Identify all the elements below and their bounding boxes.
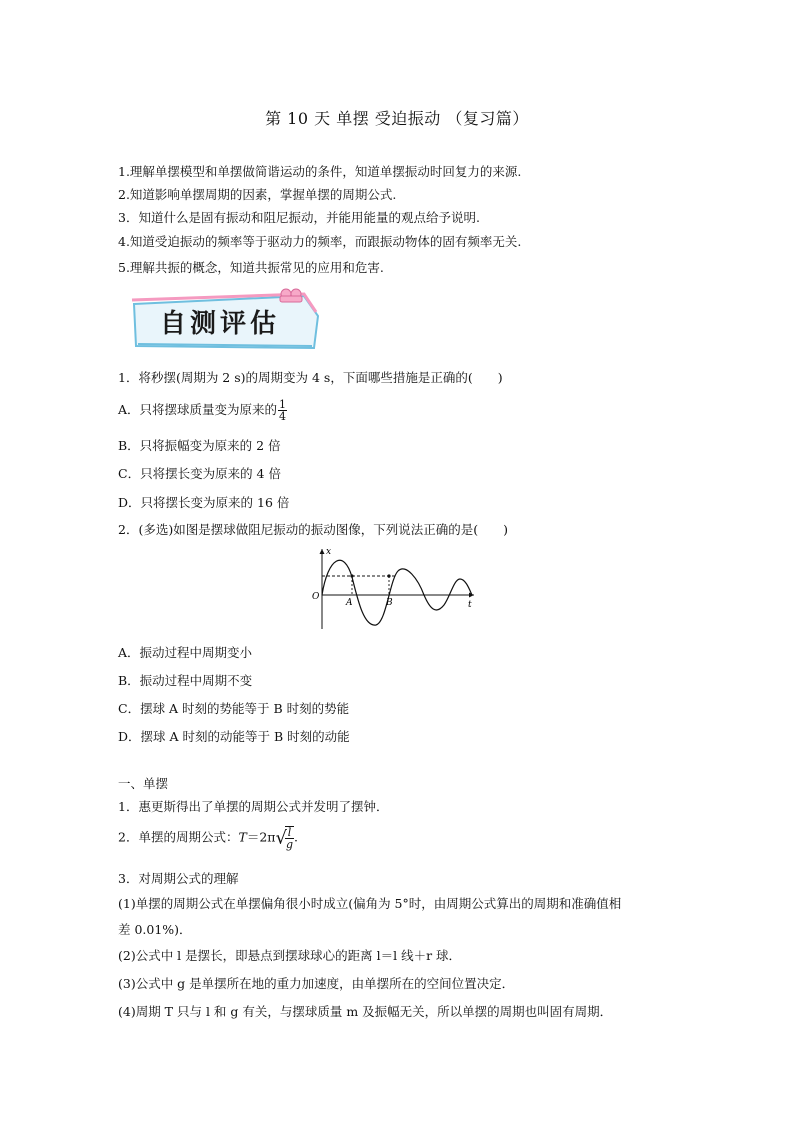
- section-point-3-1-line1: (1)单摆的周期公式在单摆偏角很小时成立(偏角为 5°时，由周期公式算出的周期和准确值相: [118, 896, 622, 911]
- objective-4: 4.知道受迫振动的频率等于驱动力的频率，而跟振动物体的固有频率无关.: [118, 234, 522, 249]
- clip-icon: [280, 289, 302, 302]
- q2-option-d: D．摆球 A 时刻的动能等于 B 时刻的动能: [118, 729, 350, 744]
- q1-stem: 1．将秒摆(周期为 2 s)的周期变为 4 s，下面哪些措施是正确的( ): [118, 370, 503, 385]
- objective-5: 5.理解共振的概念，知道共振常见的应用和危害.: [118, 260, 384, 275]
- section-point-1: 1．惠更斯得出了单摆的周期公式并发明了摆钟．: [118, 799, 389, 814]
- objective-1: 1.理解单摆模型和单摆做简谐运动的条件，知道单摆振动时回复力的来源.: [118, 164, 522, 179]
- section-point-3-1-line2: 差 0.01%)．: [118, 922, 192, 937]
- point-a-label: A: [346, 598, 353, 608]
- q2-stem: 2．(多选)如图是摆球做阻尼振动的振动图像，下列说法正确的是( ): [118, 522, 508, 537]
- point-b-dot: [387, 574, 390, 577]
- q2-option-b: B．振动过程中周期不变: [118, 673, 253, 688]
- origin-label: O: [312, 592, 320, 602]
- q1-option-a-text: A．只将摆球质量变为原来的: [118, 402, 278, 417]
- q1-option-c: C．只将摆长变为原来的 4 倍: [118, 466, 281, 481]
- period-symbol: T: [238, 829, 247, 845]
- oscillation-curve: [322, 560, 472, 625]
- fraction-one-quarter: $\frac{1}{4}$: [279, 398, 287, 423]
- damped-oscillation-graph: [308, 545, 480, 631]
- point-a-dot: [350, 574, 353, 577]
- objective-2: 2.知道影响单摆周期的因素，掌握单摆的周期公式.: [118, 187, 397, 202]
- point-b-label: B: [386, 598, 393, 608]
- section-point-3-4: (4)周期 T 只与 l 和 g 有关，与摆球质量 m 及振幅无关，所以单摆的周期也叫固有周期．: [118, 1004, 613, 1019]
- sqrt-l-over-g: √ $\frac{l}{g}$: [275, 826, 294, 851]
- t-axis-label: t: [468, 600, 472, 610]
- q1-option-a: [118, 399, 287, 422]
- section-point-3-2: (2)公式中 l 是摆长，即悬点到摆球球心的距离 l＝l 线＋r 球．: [118, 948, 462, 963]
- q2-option-c: C．摆球 A 时刻的势能等于 B 时刻的势能: [118, 701, 350, 716]
- section-point-3: 3．对周期公式的理解: [118, 871, 239, 886]
- q1-option-b: B．只将振幅变为原来的 2 倍: [118, 438, 281, 453]
- x-axis-label: x: [326, 547, 332, 557]
- x-axis-arrow: [320, 549, 325, 554]
- q1-option-d: D．只将摆长变为原来的 16 倍: [118, 495, 290, 510]
- objective-3: 3．知道什么是固有振动和阻尼振动，并能用能量的观点给予说明.: [118, 210, 480, 225]
- badge-text: 自测评估: [159, 309, 281, 339]
- q2-option-a: A．振动过程中周期变小: [118, 645, 253, 660]
- section-point-3-3: (3)公式中 g 是单摆所在地的重力加速度，由单摆所在的空间位置决定．: [118, 976, 515, 991]
- section-point-2: 2．单摆的周期公式：T＝2π√ $\frac{l}{g}$ .: [118, 826, 298, 851]
- page-title: 第 10 天 单摆 受迫振动 （复习篇）: [265, 109, 529, 128]
- section-heading: 一、单摆: [118, 776, 169, 791]
- self-assessment-badge: [128, 286, 324, 354]
